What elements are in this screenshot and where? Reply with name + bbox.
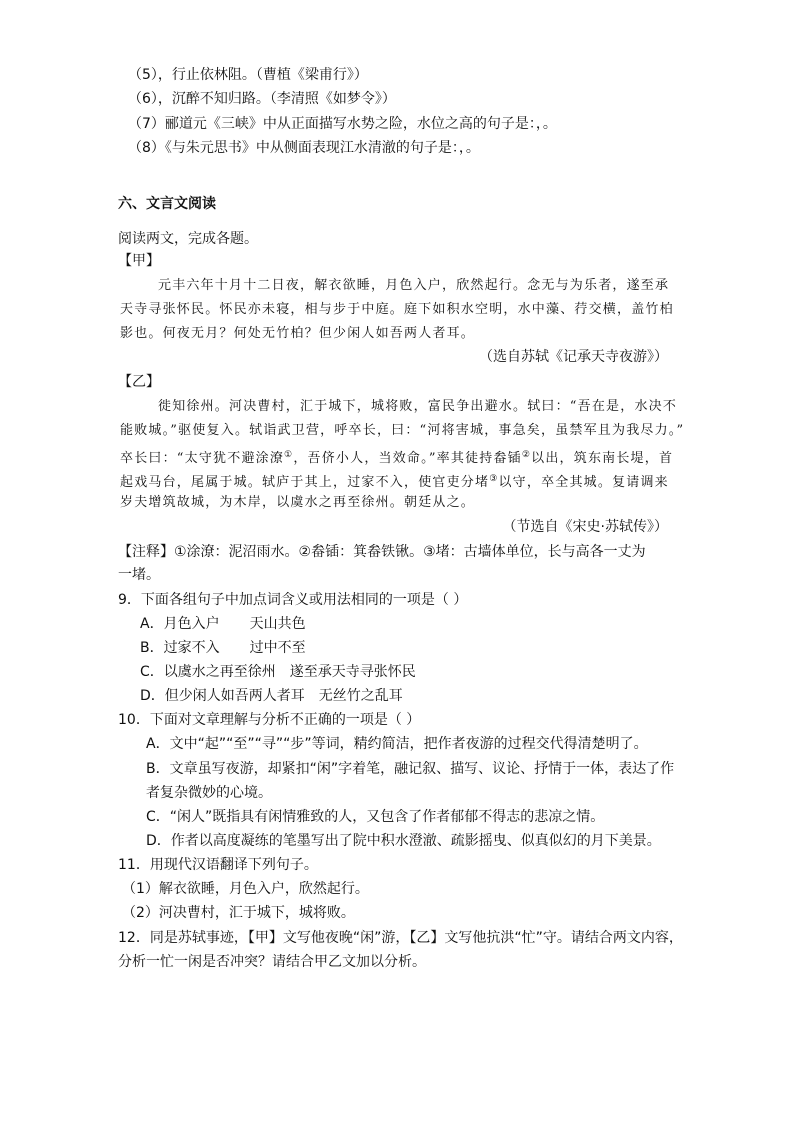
passage-b-text: 卒长曰：“太守犹不避涂潦 (120, 451, 285, 466)
section-title: 六、文言文阅读 (118, 196, 216, 212)
passage-a-line: 天寺寻张怀民。怀民亦未寝，相与步于中庭。庭下如积水空明，水中藻、荇交横，盖竹柏 (120, 302, 674, 317)
passage-b-text: ，吾侪小人，当效命。”率其徒持畚锸 (293, 451, 522, 466)
q10-option-c: C．“闲人”既指具有闲情雅致的人，又包含了作者郁郁不得志的悲凉之情。 (146, 809, 605, 825)
q10-option-b: B．文章虽写夜游，却紧扣“闲”字着笔，融记叙、描写、议论、抒情于一体，表达了作 (146, 761, 675, 777)
q9-option-a: A．月色入户 天山共色 (140, 616, 306, 632)
question-9-stem: 9．下面各组句子中加点词含义或用法相同的一项是（ ） (118, 592, 468, 608)
fill-item-7: （7）郦道元《三峡》中从正面描写水势之险，水位之高的句子是：，。 (128, 116, 557, 132)
fill-item-6: （6），沉醉不知归路。（李清照《如梦令》） (128, 91, 396, 107)
notes-line: 【注释】①涂潦：泥沼雨水。②畚锸：箕畚铁锹。③堵：古墙体单位，长与高各一丈为 (118, 544, 646, 560)
fill-item-8: （8）《与朱元思书》中从侧面表现江水清澈的句子是：，。 (128, 140, 480, 156)
passage-a-tag: 【甲】 (118, 253, 160, 269)
intro-text: 阅读两文，完成各题。 (118, 231, 258, 247)
note-mark-3: ③ (489, 474, 499, 484)
notes-line: 一堵。 (118, 567, 160, 583)
passage-a-line: 元丰六年十月十二日夜，解衣欲睡，月色入户，欣然起行。念无与为乐者，遂至承 (158, 278, 670, 293)
passage-b-line: 能败城。”驱使复入。轼诣武卫营，呼卒长，曰：“河将害城，事急矣，虽禁军且为我尽力。” (120, 423, 685, 438)
note-mark-1: ① (284, 450, 294, 460)
fill-item-5: （5），行止依林阻。（曹植《梁甫行》） (128, 67, 368, 83)
passage-b-tag: 【乙】 (118, 374, 160, 390)
q10-option-d: D．作者以高度凝练的笔墨写出了院中积水澄澈、疏影摇曳、似真似幻的月下美景。 (146, 833, 661, 849)
q9-option-b: B．过家不入 过中不至 (140, 640, 306, 656)
passage-a-line: 影也。何夜无月？何处无竹柏？但少闲人如吾两人者耳。 (120, 326, 476, 341)
q9-option-d: D．但少闲人如吾两人者耳 无丝竹之乱耳 (140, 688, 403, 704)
q11-item-1: （1）解衣欲睡，月色入户，欣然起行。 (122, 881, 369, 897)
question-12-line: 12．同是苏轼事迹，【甲】文写他夜晚“闲”游，【乙】文写他抗洪“忙”守。请结合两文内容， (118, 930, 683, 946)
passage-b-line (120, 444, 673, 470)
q10-option-a: A．文中“起”“至”“寻”“步”等词，精约简洁，把作者夜游的过程交代得清楚明了。 (146, 736, 648, 752)
note-mark-2: ② (521, 450, 532, 460)
q10-option-b-cont: 者复杂微妙的心境。 (146, 785, 272, 801)
passage-b-text: 起戏马台，尾属于城。轼庐于其上，过家不入，使官吏分堵 (120, 475, 490, 490)
passage-b-text: 以出，筑东南长堤，首 (531, 451, 674, 466)
passage-b-line: 徙知徐州。河决曹村，汇于城下，城将败，富民争出避水。轼曰：“吾在是，水决不 (158, 399, 678, 414)
passage-b-source: （节选自《宋史·苏轼传》） (502, 519, 668, 535)
question-11-stem: 11．用现代汉语翻译下列句子。 (118, 857, 318, 873)
passage-a-source: （选自苏轼《记承天寺夜游》） (479, 349, 668, 365)
passage-b-line (120, 468, 669, 494)
passage-b-text: 以守，卒全其城。复请调来 (498, 475, 669, 490)
q9-option-c: C．以虞水之再至徐州 遂至承天寺寻张怀民 (140, 664, 416, 680)
question-12-line: 分析一忙一闲是否冲突？请结合甲乙文加以分析。 (118, 954, 426, 970)
q11-item-2: （2）河决曹村，汇于城下，城将败。 (122, 905, 355, 921)
passage-b-line: 岁夫增筑故城，为木岸，以虞水之再至徐州。朝廷从之。 (120, 495, 476, 510)
question-10-stem: 10．下面对文章理解与分析不正确的一项是（ ） (118, 712, 421, 728)
